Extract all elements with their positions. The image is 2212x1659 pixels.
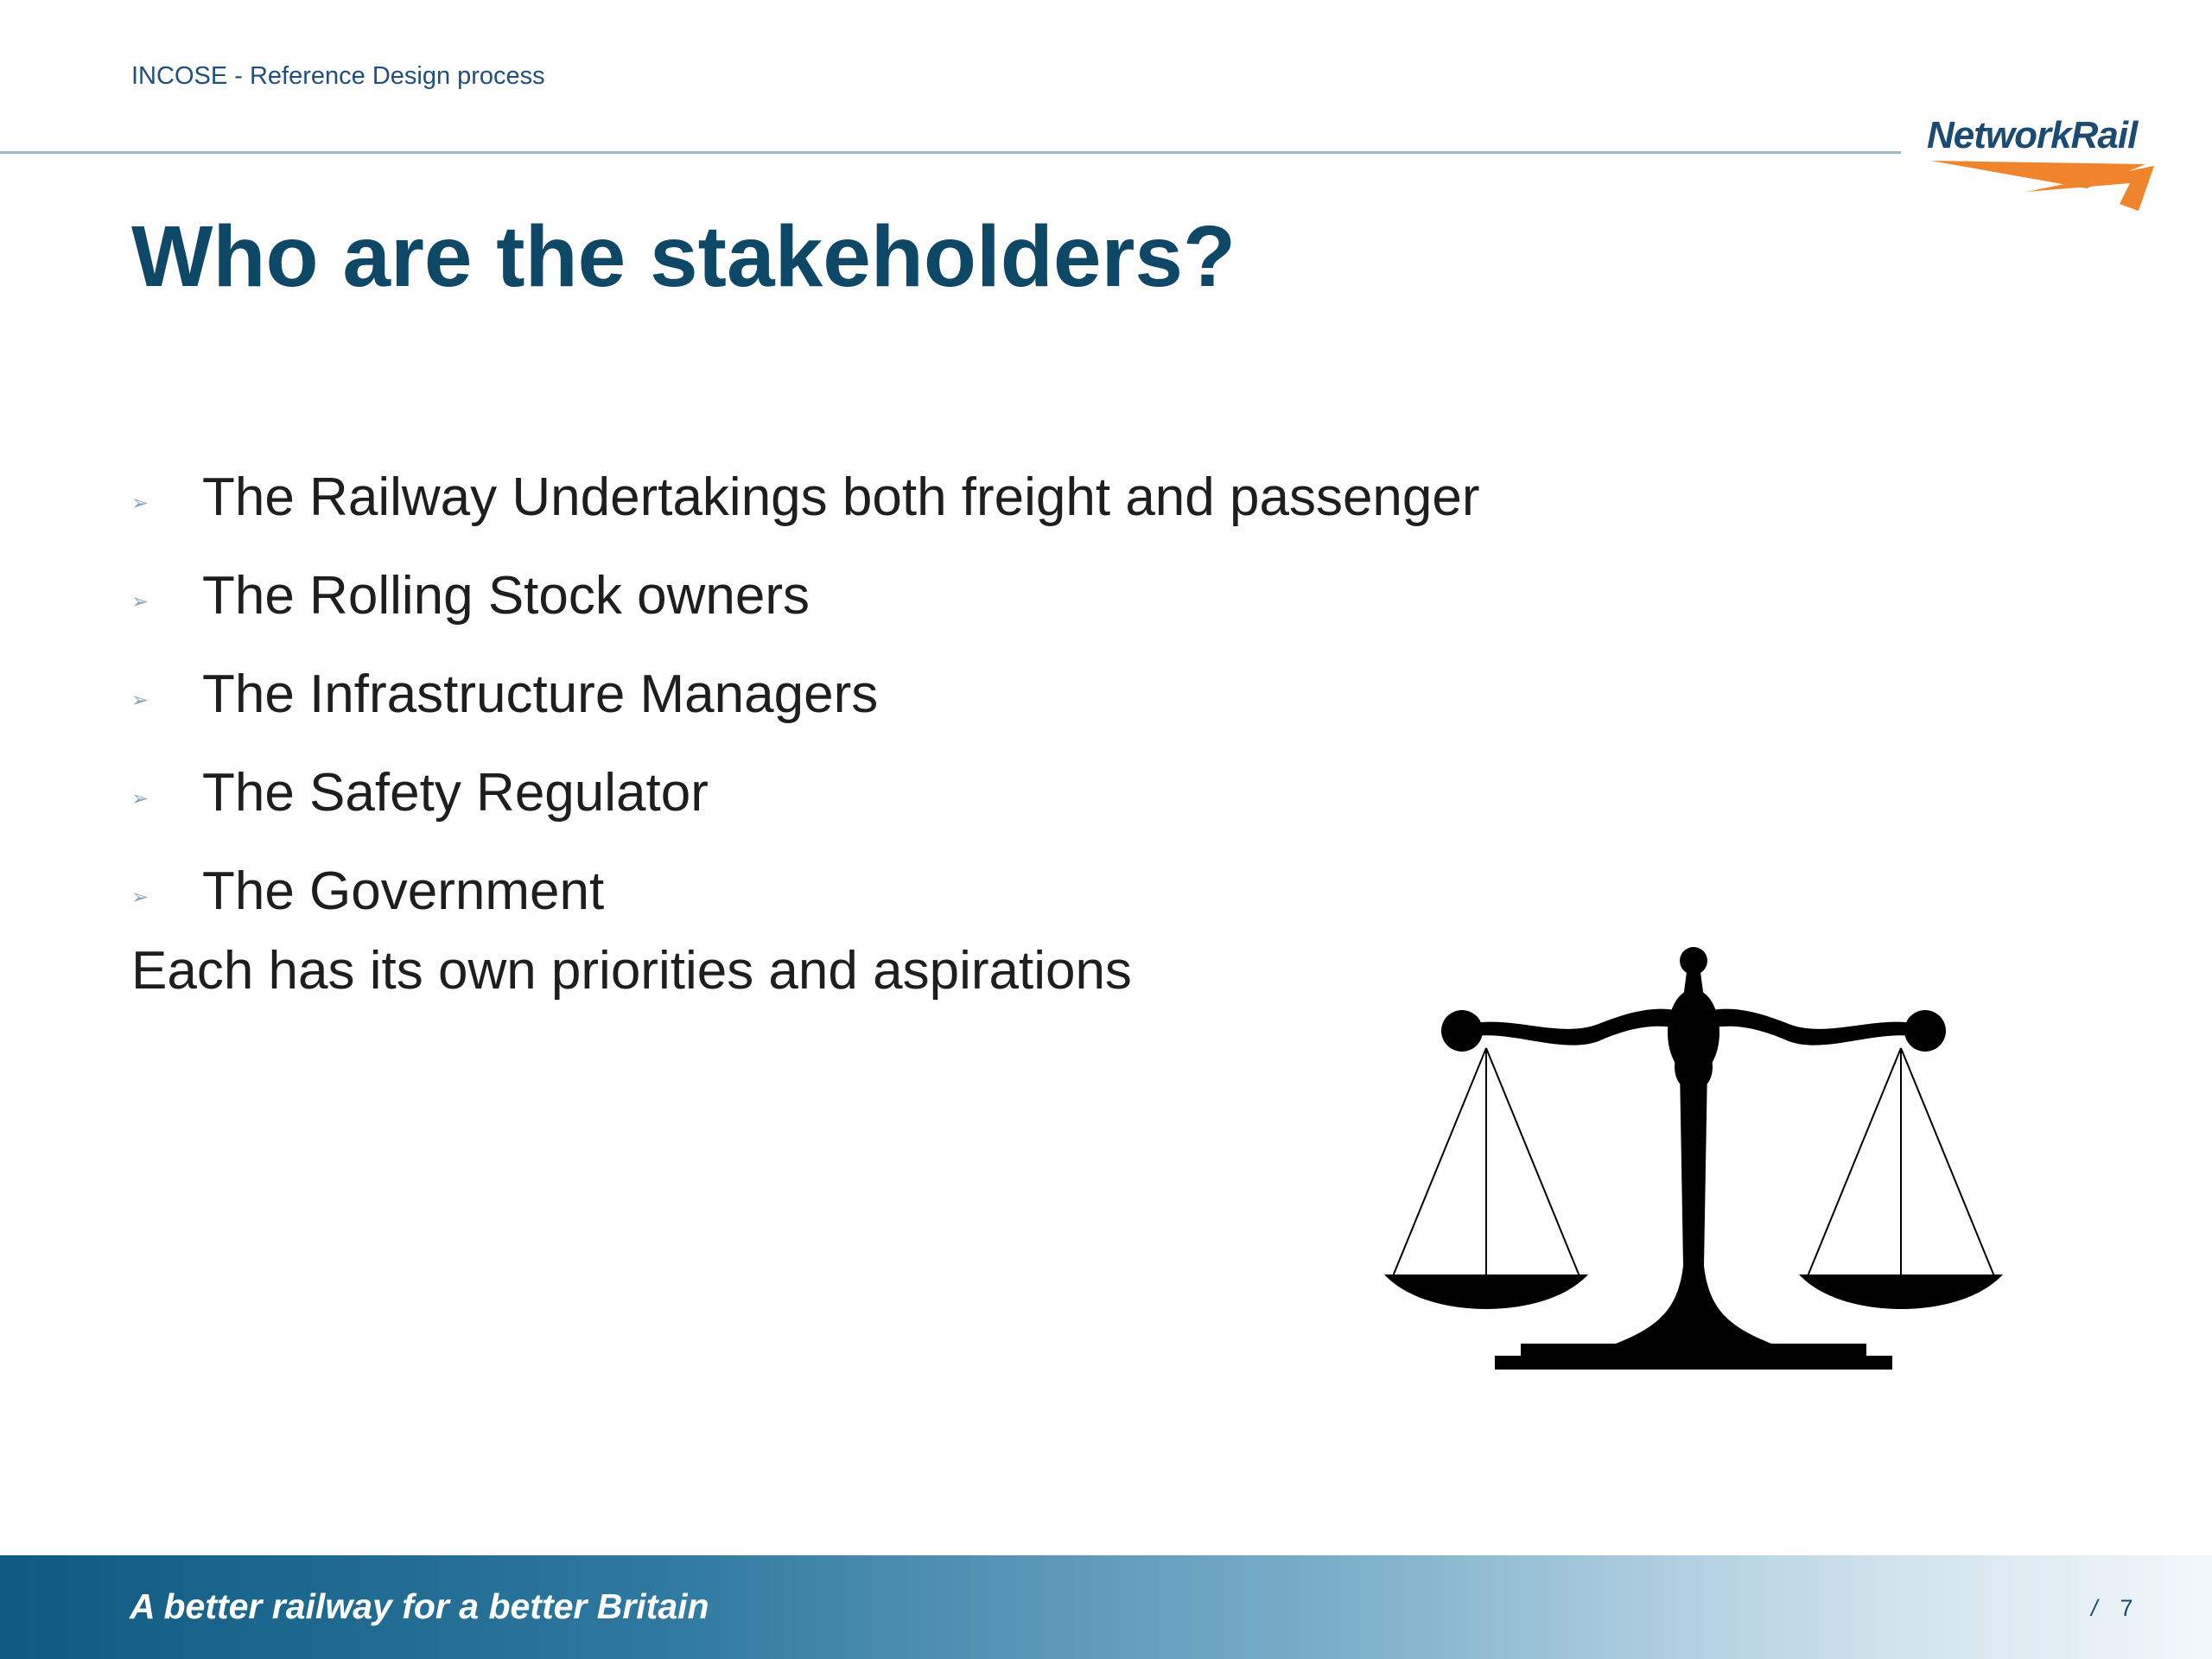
network-rail-logo-text: NetworkRail: [1927, 114, 2138, 156]
header-text: INCOSE - Reference Design process: [131, 62, 545, 90]
list-item-text: The Safety Regulator: [202, 762, 709, 823]
arrow-bullet-icon: ➢: [131, 885, 149, 909]
footer-tagline: A better railway for a better Britain: [130, 1586, 709, 1626]
list-item-text: The Railway Undertakings both freight and passenger: [202, 467, 1480, 527]
scales-of-justice-icon: [1365, 938, 2022, 1421]
list-item-text: The Infrastructure Managers: [202, 664, 879, 724]
list-item: [131, 842, 1480, 940]
stakeholder-list: [131, 448, 1480, 940]
slide-title: Who are the stakeholders?: [131, 208, 1236, 305]
list-item-text: The Government: [202, 861, 605, 921]
list-item: [131, 546, 1480, 645]
arrow-bullet-icon: ➢: [131, 688, 149, 712]
list-item: [131, 645, 1480, 743]
header-divider: [0, 151, 1901, 154]
network-rail-logo-icon: [1923, 154, 2173, 214]
summary-text: Each has its own priorities and aspirations: [131, 941, 1132, 1001]
list-item: [131, 743, 1480, 842]
arrow-bullet-icon: ➢: [131, 786, 149, 810]
list-item: [131, 448, 1480, 546]
page-separator: /: [2091, 1595, 2098, 1621]
page-number: [2091, 1595, 2133, 1622]
arrow-bullet-icon: ➢: [131, 491, 149, 515]
page-number-value: 7: [2120, 1595, 2133, 1621]
list-item-text: The Rolling Stock owners: [202, 565, 810, 626]
arrow-bullet-icon: ➢: [131, 589, 149, 613]
